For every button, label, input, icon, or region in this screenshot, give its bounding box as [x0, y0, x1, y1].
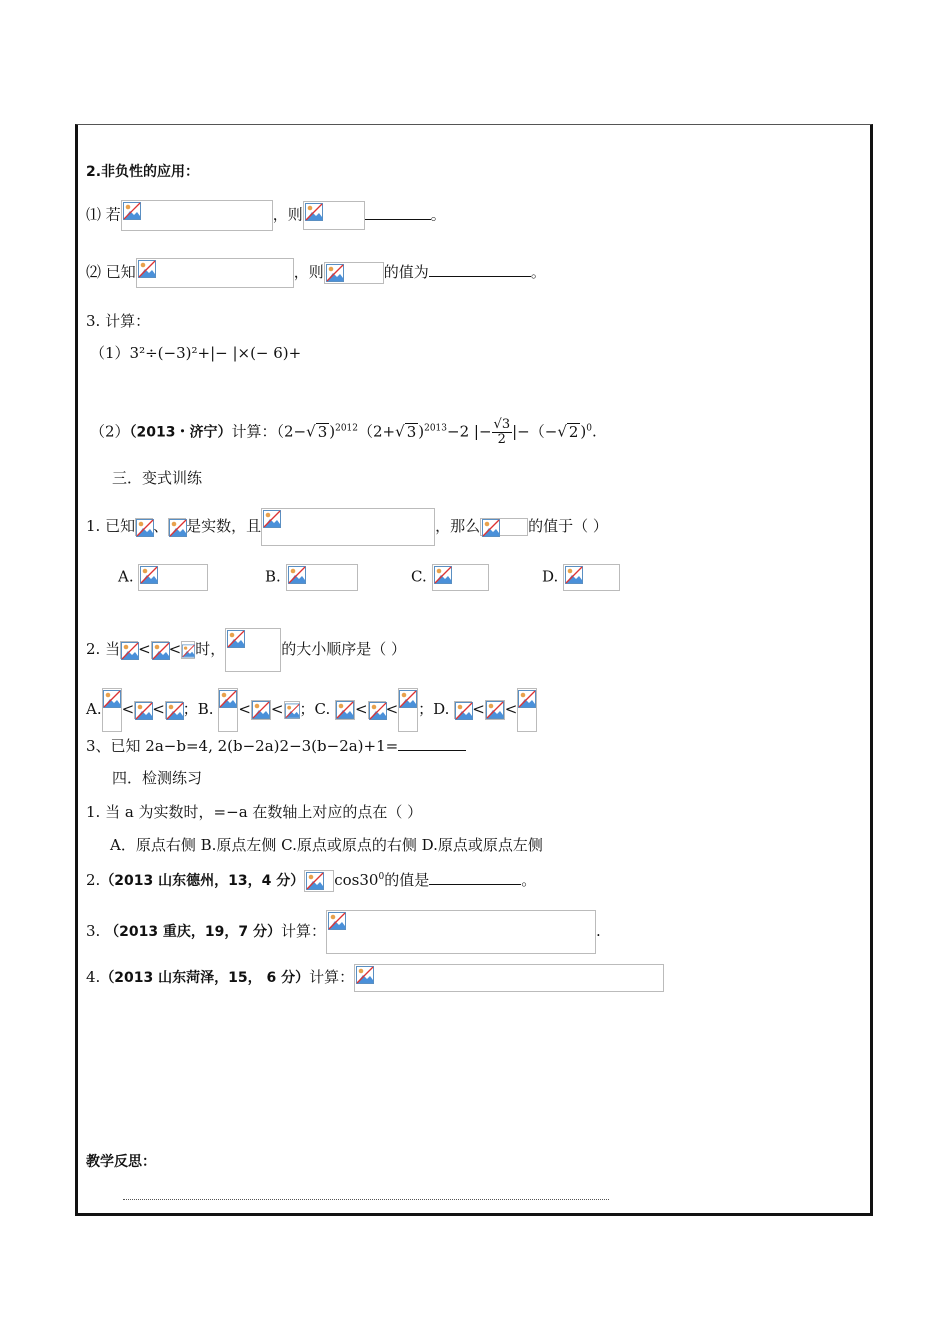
equation-image	[261, 508, 435, 546]
option-image	[218, 688, 238, 732]
check-1-options: A．原点右侧 B.原点左侧 C.原点或原点的右侧 D.原点或原点左侧	[110, 836, 543, 854]
variant-2: 2. 当 < < 时， 的大小顺序是（ ）	[86, 628, 406, 672]
variant-2-options: A. < < ；B. < < ；C. < < ；D. < <	[86, 688, 537, 732]
value-image	[181, 641, 195, 659]
compute-2: （2）（2013・济宁）计算：（2−√ 3 )$^{2012}$（2+√ 3 )$^{2013}$−2 |− $\frac{√3}{2}$ |−（−√ 2 )$^0$.	[90, 417, 597, 447]
option-image	[398, 688, 418, 732]
compute-1: （1）3²÷(−3)²+|− |×(− 6)+	[90, 344, 302, 362]
equation-image	[136, 258, 294, 288]
option-image	[517, 688, 537, 732]
variant-1-option-b[interactable]: B.	[265, 564, 358, 591]
variant-3: 3、已知 2a−b=4, 2(b−2a)2−3(b−2a)+1=	[86, 736, 466, 756]
variable-image	[168, 518, 186, 536]
option-image	[102, 688, 122, 732]
option-b-image	[286, 564, 358, 591]
answer-blank[interactable]	[429, 262, 531, 277]
expression-image	[304, 870, 334, 892]
check-4: 4.（2013 山东菏泽，15， 6 分）计算：	[86, 964, 664, 992]
equation-image	[121, 200, 273, 231]
option-c-image	[432, 564, 489, 591]
expression-image	[303, 201, 365, 230]
answer-blank[interactable]	[429, 870, 521, 885]
expression-image	[480, 518, 528, 536]
teaching-reflection-label: 教学反思：	[86, 1154, 156, 1170]
option-image	[454, 701, 472, 719]
variant-1: 1. 已知 、 是实数，且 ，那么 的值于（ ）	[86, 508, 608, 546]
section-title-nonnegativity: 2.非负性的应用：	[86, 164, 200, 180]
value-image	[120, 641, 138, 659]
section-heading-check: 四．检测练习	[112, 769, 203, 787]
answer-blank[interactable]	[365, 205, 431, 220]
option-image	[485, 700, 505, 720]
option-image	[165, 701, 183, 719]
variable-image	[135, 518, 153, 536]
answer-blank[interactable]	[398, 736, 466, 751]
check-2: 2.（2013 山东德州，13，4 分） $\cos 30^0$的值是 。	[86, 867, 536, 892]
option-image	[251, 700, 271, 720]
option-a-image	[138, 564, 208, 591]
section-title-compute: 3. 计算：	[86, 312, 151, 330]
check-1: 1. 当 a 为实数时，=−a 在数轴上对应的点在（ ）	[86, 803, 423, 821]
variable-image	[151, 641, 169, 659]
expression-image	[324, 262, 384, 284]
expression-image	[225, 628, 281, 672]
fraction: $\frac{√3}{2}$	[493, 417, 511, 447]
option-image	[368, 701, 386, 719]
check-3: 3. （2013 重庆，19，7 分）计算： .	[86, 910, 601, 954]
expression-image	[354, 964, 664, 992]
option-d-image	[563, 564, 620, 591]
expression-image	[326, 910, 596, 954]
option-image	[134, 701, 152, 719]
variant-1-option-d[interactable]: D.	[542, 564, 620, 591]
question-2-2: ⑵ 已知 ，则 的值为 。	[86, 258, 546, 288]
option-image	[335, 700, 355, 720]
variant-1-option-a[interactable]: A.	[118, 564, 208, 591]
section-heading-variant: 三．变式训练	[112, 469, 203, 487]
variant-1-option-c[interactable]: C.	[411, 564, 489, 591]
reflection-line[interactable]	[123, 1199, 609, 1200]
question-2-1: ⑴ 若 ，则 。	[86, 200, 446, 231]
option-image	[284, 701, 300, 719]
